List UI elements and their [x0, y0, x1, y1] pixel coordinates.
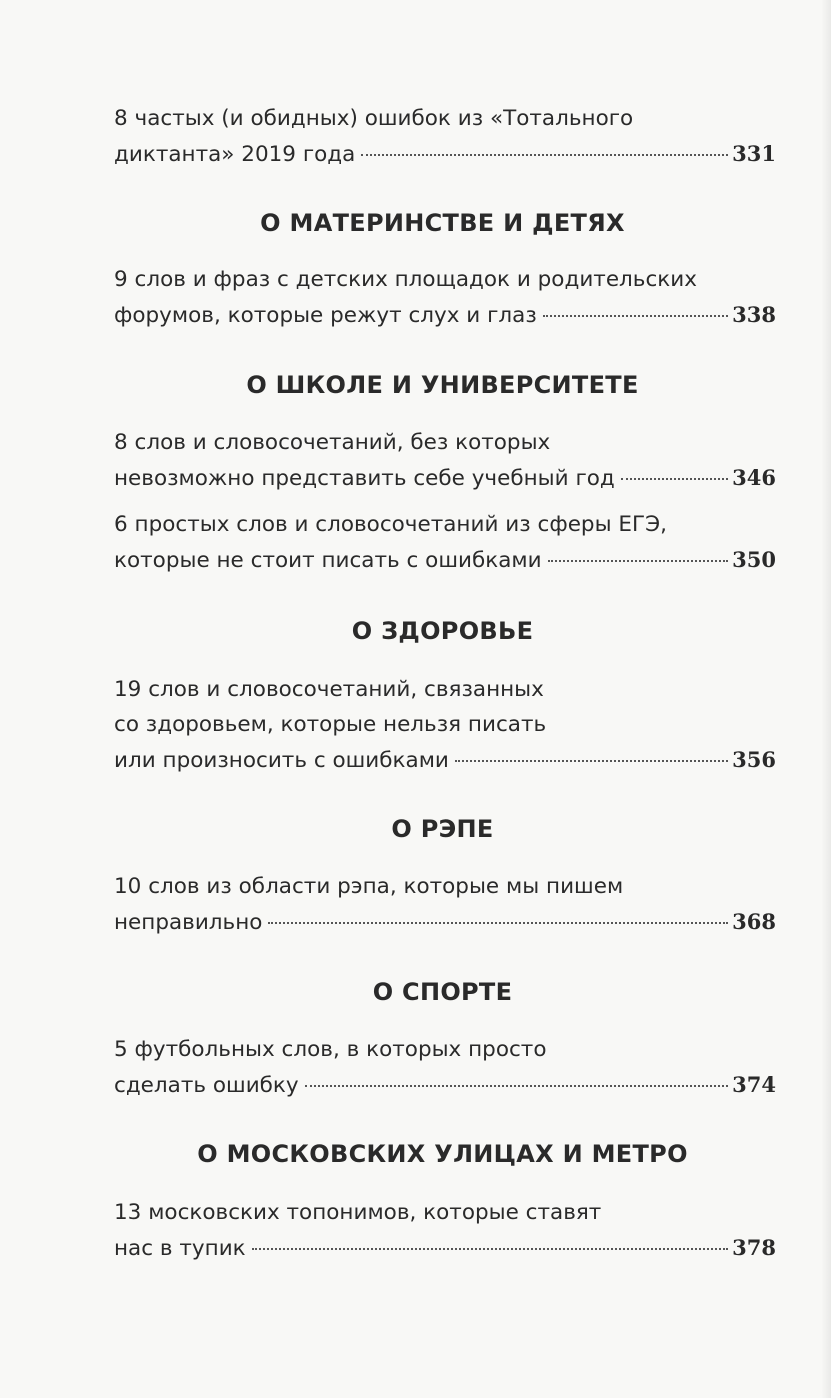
toc-page-number: 346 — [732, 465, 776, 490]
toc-entry-line: 5 футбольных слов, в которых просто — [114, 1037, 547, 1062]
dot-leader — [548, 560, 729, 562]
toc-entry — [114, 672, 776, 777]
section-heading: О ШКОЛЕ И УНИВЕРСИТЕТЕ — [246, 371, 639, 399]
toc-entry-line: неправильно — [114, 910, 263, 935]
dot-leader — [621, 478, 728, 480]
toc-entry-line: 8 слов и словосочетаний, без которых — [114, 430, 551, 455]
section-heading: О ЗДОРОВЬЕ — [351, 617, 534, 645]
toc-page-number: 350 — [732, 547, 776, 572]
toc-entry-line: диктанта» 2019 года — [114, 142, 356, 167]
toc-page-number: 378 — [732, 1235, 776, 1260]
toc-entry-line: 8 частых (и обидных) ошибок из «Тотального — [114, 106, 634, 131]
dot-leader — [305, 1085, 729, 1087]
toc-entry-line: или произносить с ошибками — [114, 748, 449, 773]
toc-entry-line: 13 московских топонимов, которые ставят — [114, 1200, 602, 1225]
toc-entry-line: 9 слов и фраз с детских площадок и родительских — [114, 267, 697, 292]
toc-entry-line: невозможно представить себе учебный год — [114, 466, 615, 491]
page-edge-shadow — [821, 0, 831, 1398]
toc-entry — [114, 1032, 776, 1102]
toc-entry-line: со здоровьем, которые нельзя писать — [114, 712, 547, 737]
section-heading: О РЭПЕ — [391, 815, 494, 843]
toc-entry-line: сделать ошибку — [114, 1073, 299, 1098]
dot-leader — [361, 154, 728, 156]
toc-page-number: 356 — [732, 747, 776, 772]
toc-entry — [114, 262, 776, 332]
section-heading: О МАТЕРИНСТВЕ И ДЕТЯХ — [260, 209, 625, 237]
toc-entry-line: которые не стоит писать с ошибками — [114, 548, 542, 573]
toc-entry-line: 19 слов и словосочетаний, связанных — [114, 677, 544, 702]
dot-leader — [268, 922, 728, 924]
section-heading: О СПОРТЕ — [372, 978, 513, 1006]
toc-page-number: 374 — [732, 1072, 776, 1097]
toc-entry — [114, 507, 776, 577]
toc-entry-line: 10 слов из области рэпа, которые мы пишем — [114, 874, 624, 899]
toc-entry — [114, 101, 776, 171]
toc-entry — [114, 425, 776, 495]
toc-entry-line: форумов, которые режут слух и глаз — [114, 303, 537, 328]
toc-page-number: 338 — [732, 302, 776, 327]
dot-leader — [543, 315, 728, 317]
toc-page-number: 331 — [732, 141, 776, 166]
dot-leader — [252, 1248, 729, 1250]
toc-page-number: 368 — [732, 909, 776, 934]
dot-leader — [455, 760, 728, 762]
toc-entry — [114, 1195, 776, 1265]
toc-entry-line: нас в тупик — [114, 1236, 246, 1261]
toc-entry — [114, 869, 776, 939]
toc-entry-line: 6 простых слов и словосочетаний из сферы ЕГЭ, — [114, 512, 667, 537]
section-heading: О МОСКОВСКИХ УЛИЦАХ И МЕТРО — [197, 1140, 688, 1168]
